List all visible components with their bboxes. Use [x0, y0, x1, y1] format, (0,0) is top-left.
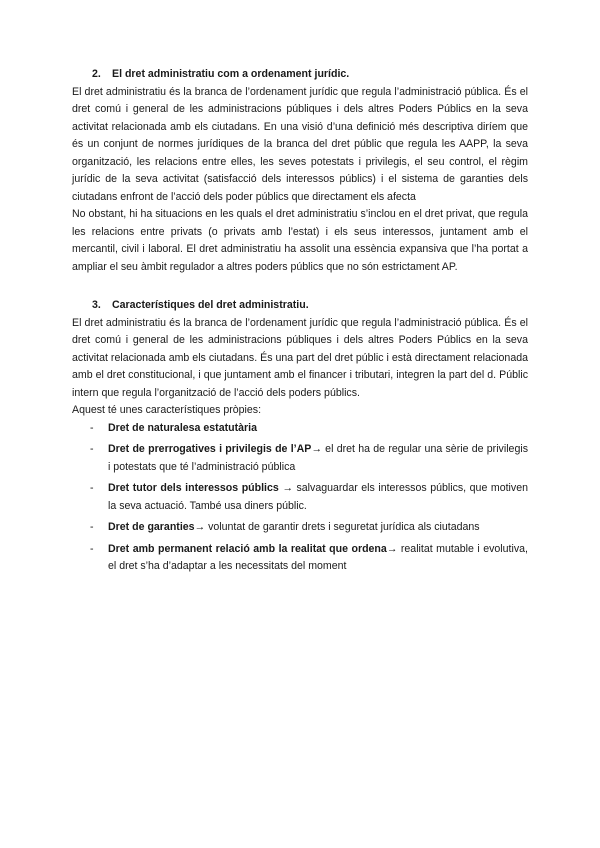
section-2-paragraph-1: El dret administratiu és la branca de l’ordenament jurídic que regula l’administració pública. És el dret comú i general de les administracions públiques i dels altres Poders Públics en la seva activitat relacionada amb els ciutadans. En una visió d’una definició més descriptiva diríem que és un conjunt de normes jurídiques de la branca del dret públic que regula les AAPP, la seva organització, les relacions entre elles, les seves potestats i privilegis, el seu control, el règim jurídic de la seva activitat (satisfacció dels interessos públics) i el sistema de garanties dels ciutadans enfront de l’acció dels poder públics que directament els afecta: [72, 85, 528, 203]
section-3-title: Característiques del dret administratiu.: [112, 299, 309, 311]
list-item-term: Dret de prerrogatives i privilegis de l’AP: [108, 443, 312, 455]
list-item-term: Dret de garanties: [108, 521, 195, 533]
bullet-dash: -: [90, 443, 94, 455]
list-item-desc: → el dret ha de regular una sèrie de privilegis i potestats que té l’administració pública: [108, 443, 528, 473]
section-2-heading: [92, 66, 528, 84]
bullet-dash: -: [90, 542, 94, 555]
section-3-number: 3.: [92, 299, 101, 311]
characteristics-list: [72, 420, 528, 576]
document-body: [72, 66, 528, 576]
bullet-dash: -: [90, 521, 94, 533]
section-3-intro: Aquest té unes característiques pròpies:: [72, 404, 262, 416]
list-item-term: Dret tutor dels interessos públics: [108, 482, 279, 494]
list-item: [72, 519, 528, 537]
section-3-heading: [92, 297, 528, 315]
list-item-desc: → salvaguardar els interessos públics, que motiven la seva actuació. També usa diners públic.: [108, 482, 528, 512]
list-item: [72, 480, 528, 515]
bullet-dash: -: [90, 482, 94, 494]
list-item: [72, 441, 528, 476]
list-item-term: Dret de naturalesa estatutària: [108, 421, 257, 434]
section-2-title: El dret administratiu com a ordenament jurídic.: [112, 68, 350, 80]
list-item-desc: → voluntat de garantir drets i seguretat jurídica als ciutadans: [194, 521, 480, 533]
list-item: [72, 420, 528, 438]
bullet-dash: -: [90, 421, 94, 434]
list-item-term: Dret amb permanent relació amb la realitat que ordena: [108, 542, 387, 555]
section-2-number: 2.: [92, 68, 101, 80]
list-item-desc: → realitat mutable i evolutiva, el dret s’ha d’adaptar a les necessitats del moment: [108, 542, 528, 572]
section-3-paragraph-1: El dret administratiu és la branca de l’ordenament jurídic que regula l’administració pública. És el dret comú i general de les administracions públiques i dels altres Poders Públics en la seva activitat relacionada amb els ciutadans. És una part del dret públic i està directament relacionada amb el dret constitucional, i que juntament amb el financer i tributari, integren la part del d. Públic intern que regula l’organització de l’acció dels poders públics.: [72, 316, 528, 399]
section-2-paragraph-2: No obstant, hi ha situacions en les quals el dret administratiu s’inclou en el dret privat, que regula les relacions entre privats (o privats amb l’estat) i els seus interessos, juntament amb el mercantil, civil i laboral. El dret administratiu ha assolit una essència expansiva que l’ha portat a ampliar el seu àmbit regulador a altres poders públics que no són estrictament AP.: [72, 208, 528, 273]
list-item: [72, 541, 528, 576]
